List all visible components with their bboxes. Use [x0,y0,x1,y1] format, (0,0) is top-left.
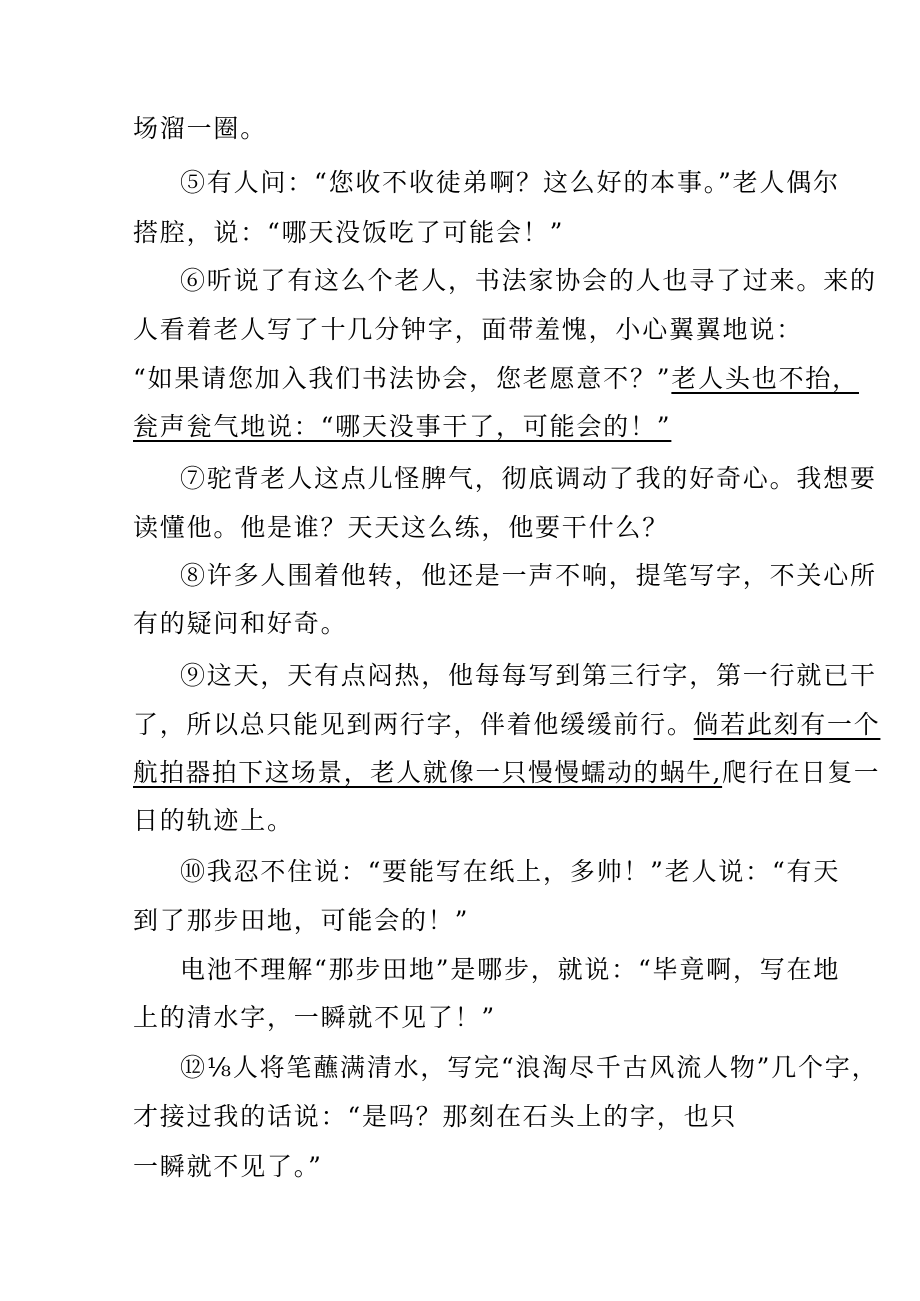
paragraph-5-line [180,166,840,200]
underlined-text: 老人头也不抬， [671,364,859,393]
text-line [133,1150,323,1184]
text-line [133,904,469,938]
underlined-text: 倘若此刻有一个 [693,710,881,739]
paragraph-8-line [180,559,877,593]
text-line [133,1100,737,1134]
paragraph-7-line [180,462,877,496]
text-line [133,511,669,545]
text-line [133,216,564,250]
line-text: 有的疑问和好奇。 [133,609,348,638]
text-line [133,708,880,742]
text-line [133,362,859,396]
line-text: 才接过我的话说：“是吗？那刻在石头上的字，也只 [133,1102,738,1131]
line-text: ⑩我忍不住说：“要能写在纸上，多帅！”老人说：“有天 [180,857,841,886]
line-text: ⑦驼背老人这点儿怪脾气，彻底调动了我的好奇心。我想要 [180,464,877,493]
line-text: 到了那步田地，可能会的！” [133,906,470,935]
line-text: “如果请您加入我们书法协会，您老愿意不？” [133,364,672,393]
text-line [133,1001,496,1035]
line-text: 场溜一圈。 [133,114,268,143]
line-text: ⑧许多人围着他转，他还是一声不响，提笔写字，不关心所 [180,561,877,590]
line-text: 人看着老人写了十几分钟字，面带羞愧，小心翼翼地说： [133,315,804,344]
text-line [133,756,880,790]
paragraph-6-line [180,264,877,298]
line-text: 了，所以总只能见到两行字，伴着他缓缓前行。 [133,710,694,739]
paragraph-12-line [180,1051,878,1085]
underlined-text: 瓮声瓮气地说：“哪天没事干了，可能会的！” [133,412,672,441]
line-text: 搭腔，说：“哪天没饭吃了可能会！” [133,218,565,247]
text-line [133,410,671,444]
text-line [133,112,267,146]
line-text: 日的轨迹上。 [133,806,294,835]
line-text: 读懂他。他是谁？天天这么练，他要干什么？ [133,513,670,542]
line-text: ⑤有人问：“您收不收徒弟啊？这么好的本事。”老人偶尔 [180,168,840,197]
line-text: 爬行在日复一 [722,758,881,787]
line-text: ⑨这天，天有点闷热，他每每写到第三行字，第一行就已干 [180,661,877,690]
line-text: 电池不理解“那步田地”是哪步，就说：“毕竟啊，写在地 [180,955,841,984]
line-text: ⑫⅛人将笔蘸满清水，写完“浪淘尽千古风流人物”几个字， [180,1053,879,1082]
text-line [133,607,347,641]
text-line [133,313,803,347]
paragraph-10-line [180,855,840,889]
line-text: 一瞬就不见了。” [133,1152,323,1181]
line-text: ⑥听说了有这么个老人，书法家协会的人也寻了过来。来的 [180,266,877,295]
text-line [133,804,294,838]
paragraph-9-line [180,659,877,693]
underlined-text: 航拍器拍下这场景，老人就像一只慢慢蠕动的蜗牛, [133,758,723,787]
line-text: 上的清水字，一瞬就不见了！” [133,1003,496,1032]
paragraph-11-line [180,953,840,987]
